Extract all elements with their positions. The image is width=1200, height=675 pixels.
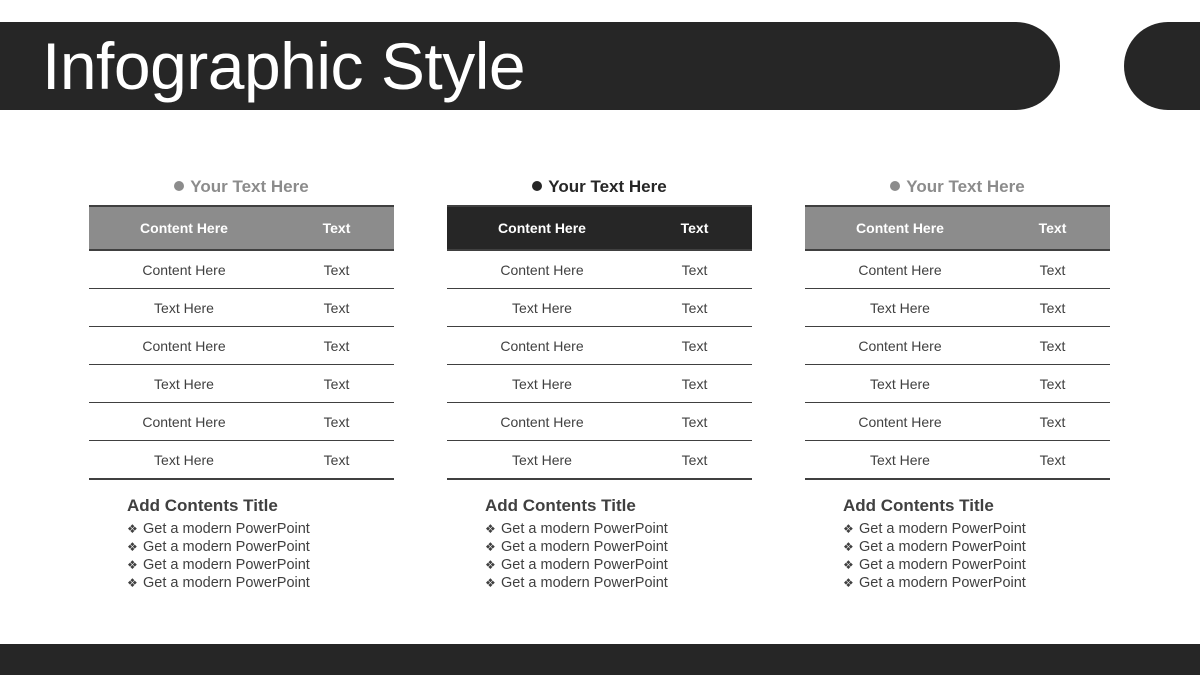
table-cell: Text bbox=[995, 250, 1110, 289]
table-cell: Text bbox=[279, 365, 394, 403]
table-cell: Text Here bbox=[447, 289, 637, 327]
table-cell: Text Here bbox=[89, 365, 279, 403]
diamond-bullet-icon: ❖ bbox=[843, 522, 854, 536]
contents-block bbox=[843, 494, 1110, 592]
table-cell: Text Here bbox=[447, 441, 637, 480]
diamond-bullet-icon: ❖ bbox=[127, 522, 138, 536]
bullet-text: Get a modern PowerPoint bbox=[143, 521, 310, 537]
table-row bbox=[447, 403, 752, 441]
bullet-text: Get a modern PowerPoint bbox=[143, 575, 310, 591]
column-heading-text: Your Text Here bbox=[548, 177, 667, 196]
bullet-item bbox=[485, 538, 752, 556]
table-header-cell: Content Here bbox=[447, 206, 637, 250]
table-cell: Text bbox=[995, 327, 1110, 365]
bullet-item bbox=[843, 538, 1110, 556]
table-row bbox=[447, 441, 752, 480]
table-cell: Content Here bbox=[89, 403, 279, 441]
bullet-item bbox=[127, 538, 394, 556]
table-row bbox=[89, 250, 394, 289]
table-header-row bbox=[805, 206, 1110, 250]
column-heading-text: Your Text Here bbox=[190, 177, 309, 196]
table-cell: Text bbox=[637, 327, 752, 365]
table-row bbox=[805, 289, 1110, 327]
column-2 bbox=[447, 174, 752, 592]
table-cell: Text Here bbox=[805, 441, 995, 480]
table-cell: Text bbox=[995, 403, 1110, 441]
bullet-dot-icon bbox=[174, 181, 184, 191]
table-cell: Content Here bbox=[447, 403, 637, 441]
table-row bbox=[447, 289, 752, 327]
bullet-item bbox=[127, 556, 394, 574]
diamond-bullet-icon: ❖ bbox=[485, 540, 496, 554]
table-cell: Text bbox=[995, 441, 1110, 480]
bullet-list bbox=[485, 520, 752, 592]
table-cell: Text bbox=[279, 327, 394, 365]
title-bar-cap bbox=[1124, 22, 1200, 110]
diamond-bullet-icon: ❖ bbox=[127, 576, 138, 590]
table-cell: Content Here bbox=[805, 250, 995, 289]
bullet-text: Get a modern PowerPoint bbox=[859, 575, 1026, 591]
table-cell: Text Here bbox=[447, 365, 637, 403]
diamond-bullet-icon: ❖ bbox=[485, 576, 496, 590]
title-bar bbox=[0, 22, 1060, 110]
column-heading-text: Your Text Here bbox=[906, 177, 1025, 196]
table-header-cell: Content Here bbox=[805, 206, 995, 250]
table-row bbox=[447, 250, 752, 289]
table-cell: Text Here bbox=[89, 289, 279, 327]
bullet-dot-icon bbox=[532, 181, 542, 191]
table-cell: Text Here bbox=[89, 441, 279, 480]
bullet-text: Get a modern PowerPoint bbox=[143, 539, 310, 555]
bullet-list bbox=[127, 520, 394, 592]
contents-block bbox=[485, 494, 752, 592]
table-cell: Text bbox=[995, 289, 1110, 327]
table-cell: Text bbox=[995, 365, 1110, 403]
column-heading bbox=[447, 174, 752, 200]
bullet-item bbox=[843, 574, 1110, 592]
data-table bbox=[805, 205, 1110, 480]
bullet-text: Get a modern PowerPoint bbox=[859, 539, 1026, 555]
bullet-text: Get a modern PowerPoint bbox=[859, 557, 1026, 573]
column-heading bbox=[89, 174, 394, 200]
diamond-bullet-icon: ❖ bbox=[485, 558, 496, 572]
contents-title: Add Contents Title bbox=[485, 496, 636, 515]
table-cell: Text bbox=[637, 441, 752, 480]
bullet-item bbox=[485, 520, 752, 538]
table-row bbox=[805, 327, 1110, 365]
bullet-text: Get a modern PowerPoint bbox=[501, 557, 668, 573]
table-row bbox=[805, 365, 1110, 403]
data-table bbox=[447, 205, 752, 480]
table-row bbox=[89, 289, 394, 327]
table-cell: Content Here bbox=[447, 327, 637, 365]
table-cell: Text Here bbox=[805, 365, 995, 403]
table-cell: Text bbox=[279, 441, 394, 480]
bottom-bar bbox=[0, 644, 1200, 675]
table-header-cell: Content Here bbox=[89, 206, 279, 250]
diamond-bullet-icon: ❖ bbox=[127, 540, 138, 554]
bullet-item bbox=[843, 556, 1110, 574]
table-row bbox=[89, 403, 394, 441]
column-heading bbox=[805, 174, 1110, 200]
bullet-text: Get a modern PowerPoint bbox=[501, 539, 668, 555]
table-row bbox=[805, 250, 1110, 289]
bullet-dot-icon bbox=[890, 181, 900, 191]
table-row bbox=[805, 403, 1110, 441]
contents-title: Add Contents Title bbox=[843, 496, 994, 515]
contents-block bbox=[127, 494, 394, 592]
bullet-item bbox=[485, 556, 752, 574]
diamond-bullet-icon: ❖ bbox=[127, 558, 138, 572]
table-cell: Text bbox=[279, 289, 394, 327]
table-header-row bbox=[447, 206, 752, 250]
table-row bbox=[447, 365, 752, 403]
bullet-item bbox=[127, 520, 394, 538]
bullet-text: Get a modern PowerPoint bbox=[143, 557, 310, 573]
diamond-bullet-icon: ❖ bbox=[485, 522, 496, 536]
table-cell: Content Here bbox=[89, 327, 279, 365]
table-cell: Content Here bbox=[805, 403, 995, 441]
bullet-text: Get a modern PowerPoint bbox=[859, 521, 1026, 537]
table-cell: Text bbox=[637, 365, 752, 403]
column-1 bbox=[89, 174, 394, 592]
bullet-text: Get a modern PowerPoint bbox=[501, 521, 668, 537]
contents-title: Add Contents Title bbox=[127, 496, 278, 515]
diamond-bullet-icon: ❖ bbox=[843, 540, 854, 554]
table-header-row bbox=[89, 206, 394, 250]
table-cell: Text bbox=[637, 250, 752, 289]
data-table bbox=[89, 205, 394, 480]
bullet-item bbox=[843, 520, 1110, 538]
bullet-text: Get a modern PowerPoint bbox=[501, 575, 668, 591]
diamond-bullet-icon: ❖ bbox=[843, 558, 854, 572]
table-cell: Content Here bbox=[447, 250, 637, 289]
table-cell: Text Here bbox=[805, 289, 995, 327]
table-row bbox=[89, 327, 394, 365]
table-cell: Content Here bbox=[89, 250, 279, 289]
table-cell: Text bbox=[279, 403, 394, 441]
table-row bbox=[805, 441, 1110, 480]
slide-title: Infographic Style bbox=[42, 29, 526, 103]
bullet-item bbox=[485, 574, 752, 592]
table-row bbox=[89, 441, 394, 480]
table-cell: Text bbox=[637, 289, 752, 327]
table-row bbox=[447, 327, 752, 365]
table-header-cell: Text bbox=[279, 206, 394, 250]
bullet-list bbox=[843, 520, 1110, 592]
column-3 bbox=[805, 174, 1110, 592]
table-header-cell: Text bbox=[995, 206, 1110, 250]
table-cell: Content Here bbox=[805, 327, 995, 365]
table-cell: Text bbox=[637, 403, 752, 441]
table-cell: Text bbox=[279, 250, 394, 289]
diamond-bullet-icon: ❖ bbox=[843, 576, 854, 590]
bullet-item bbox=[127, 574, 394, 592]
table-header-cell: Text bbox=[637, 206, 752, 250]
table-row bbox=[89, 365, 394, 403]
